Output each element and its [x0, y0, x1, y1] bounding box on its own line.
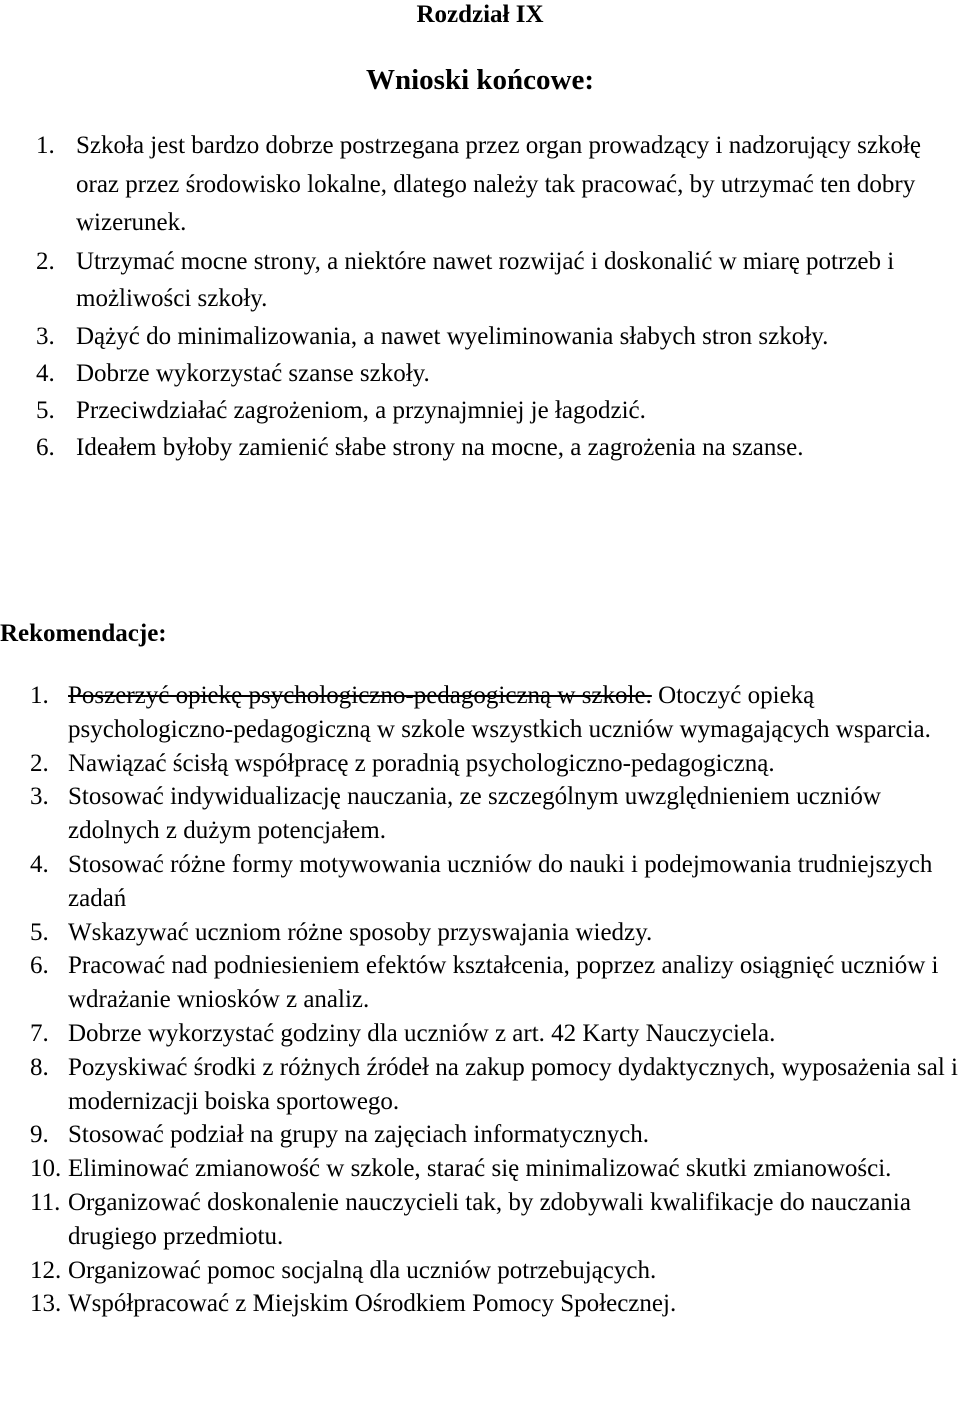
list-item [30, 1051, 960, 1119]
item-text: Dobrze wykorzystać szanse szkoły. [76, 359, 430, 387]
item-number: 12. [30, 1256, 62, 1284]
item-text: Ideałem byłoby zamienić słabe strony na mocne, a zagrożenia na szanse. [76, 434, 804, 462]
item-text: Szkoła jest bardzo dobrze postrzegana przez organ prowadzący i nadzorujący szkołę oraz przez środowisko lokalne, dlatego należy tak pracować, by utrzymać ten dobry wizerunek. [76, 132, 921, 237]
list-item [30, 1152, 960, 1186]
item-number: 8. [30, 1053, 49, 1081]
item-number: 2. [36, 248, 55, 276]
list-item [30, 1017, 960, 1051]
item-number: 6. [36, 434, 55, 462]
item-number: 5. [36, 396, 55, 424]
list-item [30, 949, 960, 1017]
item-number: 3. [30, 783, 49, 811]
item-text: Dobrze wykorzystać godziny dla uczniów z art. 42 Karty Nauczyciela. [68, 1019, 776, 1047]
item-number: 13. [30, 1290, 62, 1318]
list-item [36, 127, 956, 243]
item-number: 3. [36, 322, 55, 350]
conclusions-title: Wnioski końcowe: [365, 64, 594, 96]
list-item [30, 1118, 960, 1152]
list-item [30, 1186, 960, 1254]
item-text: Nawiązać ścisłą współpracę z poradnią psychologiczno-pedagogiczną. [68, 749, 775, 777]
item-number: 5. [30, 918, 49, 946]
list-item [30, 679, 960, 747]
item-number: 2. [30, 749, 49, 777]
item-text: Pozyskiwać środki z różnych źródeł na zakup pomocy dydaktycznych, wyposażenia sal i modernizacji boiska sportowego. [68, 1053, 958, 1115]
list-item [36, 392, 956, 429]
list-item [30, 848, 960, 916]
item-number: 4. [36, 359, 55, 387]
item-number: 9. [30, 1121, 49, 1149]
item-number: 10. [30, 1155, 62, 1183]
item-text: Stosować podział na grupy na zajęciach informatycznych. [68, 1121, 650, 1149]
item-number: 1. [36, 132, 55, 159]
replacement-text: Otoczyć opieką psychologiczno-pedagogiczną w szkole wszystkich uczniów wymagających wsparcia. [68, 682, 931, 743]
conclusions-list [36, 127, 956, 466]
item-text: Wskazywać uczniom różne sposoby przyswajania wiedzy. [68, 918, 653, 946]
item-text: Utrzymać mocne strony, a niektóre nawet rozwijać i doskonalić w miarę potrzeb i możliwości szkoły. [76, 248, 895, 313]
item-text: Stosować różne formy motywowania uczniów do nauki i podejmowania trudniejszych zadań [68, 850, 933, 912]
recommendations-list [30, 679, 960, 1321]
item-text: Organizować doskonalenie nauczycieli tak, by zdobywali kwalifikacje do nauczania drugiego przedmiotu. [68, 1188, 911, 1250]
list-item [36, 243, 956, 317]
item-number: 7. [30, 1019, 49, 1047]
list-item [30, 747, 960, 781]
list-item [30, 1287, 960, 1321]
item-number: 4. [30, 850, 49, 878]
chapter-heading: Rozdział IX [416, 1, 544, 28]
item-number: 11. [30, 1188, 61, 1216]
list-item [36, 318, 956, 355]
item-text [68, 682, 931, 743]
item-text: Stosować indywidualizację nauczania, ze szczególnym uwzględnieniem uczniów zdolnych z dużym potencjałem. [68, 783, 881, 845]
list-item [30, 780, 960, 848]
item-text: Pracować nad podniesieniem efektów kształcenia, poprzez analizy osiągnięć uczniów i wdrażanie wniosków z analiz. [68, 952, 939, 1014]
list-item [36, 355, 956, 392]
item-number: 1. [30, 682, 49, 709]
item-text: Przeciwdziałać zagrożeniom, a przynajmniej je łagodzić. [76, 396, 646, 424]
struck-text: Poszerzyć opiekę psychologiczno-pedagogiczną w szkole. [68, 682, 652, 709]
item-text: Współpracować z Miejskim Ośrodkiem Pomocy Społecznej. [68, 1290, 677, 1318]
recommendations-heading: Rekomendacje: [0, 620, 167, 647]
item-text: Dążyć do minimalizowania, a nawet wyeliminowania słabych stron szkoły. [76, 322, 829, 350]
list-item [30, 916, 960, 950]
item-text: Organizować pomoc socjalną dla uczniów potrzebujących. [68, 1256, 657, 1284]
list-item [30, 1254, 960, 1288]
list-item [36, 429, 956, 466]
item-number: 6. [30, 952, 49, 980]
item-text: Eliminować zmianowość w szkole, starać się minimalizować skutki zmianowości. [68, 1155, 892, 1183]
